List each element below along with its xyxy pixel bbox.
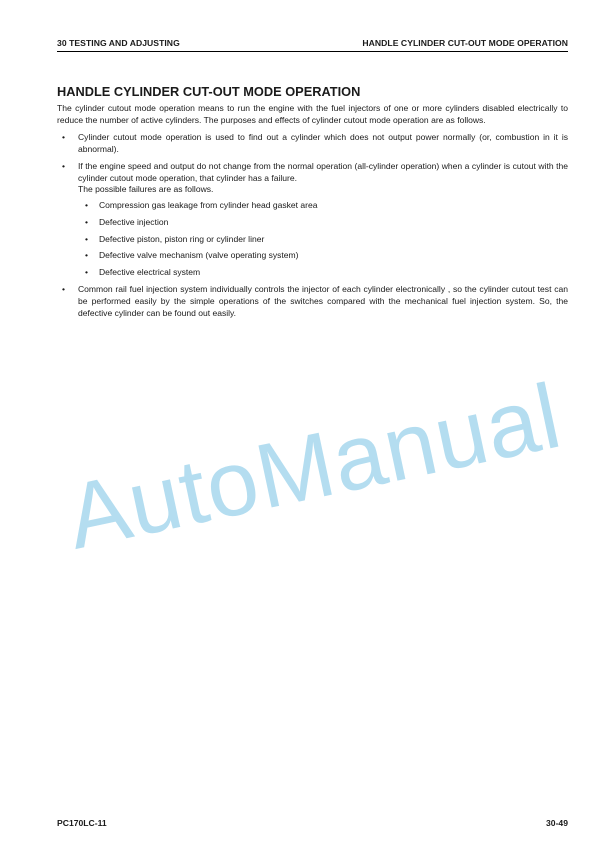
page-title: HANDLE CYLINDER CUT-OUT MODE OPERATION (57, 84, 361, 99)
bullet-icon: • (62, 284, 65, 295)
bullet-icon: • (85, 267, 88, 278)
failure-text: Defective piston, piston ring or cylinder liner (99, 233, 265, 244)
bullet-text: Cylinder cutout mode operation is used to find out a cylinder which does not output power normally (or, combustion in it is abnormal). (78, 131, 568, 154)
bullet-icon: • (85, 200, 88, 211)
header-divider (57, 51, 568, 52)
bullet-text: If the engine speed and output do not change from the normal operation (all-cylinder operation) when a cylinder is cutout with the cylinder cutout mode operation, that cylinder has a failure. (78, 160, 568, 183)
failure-item (78, 200, 568, 212)
failure-text: Defective electrical system (99, 267, 201, 278)
failure-text: Defective injection (99, 217, 169, 228)
failure-item (78, 217, 568, 229)
header-topic-title: HANDLE CYLINDER CUT-OUT MODE OPERATION (362, 38, 568, 48)
bullet-icon: • (62, 160, 65, 171)
bullet-icon: • (85, 217, 88, 228)
page-header (57, 38, 568, 48)
footer-page-number: 30-49 (546, 818, 568, 828)
failure-list (78, 200, 568, 279)
main-content (57, 103, 568, 320)
intro-paragraph: The cylinder cutout mode operation means to run the engine with the fuel injectors of one or more cylinders disabled electrically to reduce the number of active cylinders. The purposes and effects of cylinder cutout mode operation are as follows. (57, 103, 568, 125)
bullet-icon: • (62, 131, 65, 142)
watermark: AutoManual (58, 364, 570, 569)
bullet-list (57, 132, 568, 320)
failure-item (78, 234, 568, 246)
header-section-title: 30 TESTING AND ADJUSTING (57, 38, 180, 48)
bullet-item (57, 161, 568, 279)
failure-item (78, 250, 568, 262)
failure-text: Compression gas leakage from cylinder head gasket area (99, 200, 318, 211)
possible-failures-intro: The possible failures are as follows. (78, 184, 214, 195)
footer-model: PC170LC-11 (57, 818, 107, 828)
bullet-icon: • (85, 250, 88, 261)
failure-text: Defective valve mechanism (valve operating system) (99, 250, 299, 261)
bullet-item (57, 132, 568, 156)
failure-item (78, 267, 568, 279)
bullet-icon: • (85, 233, 88, 244)
bullet-text: Common rail fuel injection system individually controls the injector of each cylinder electronically , so the cylinder cutout test can be performed easily by the simple operations of the switches compared with the mechanical fuel injection system. So, the defective cylinder can be found out easily. (78, 284, 568, 318)
bullet-item (57, 284, 568, 320)
